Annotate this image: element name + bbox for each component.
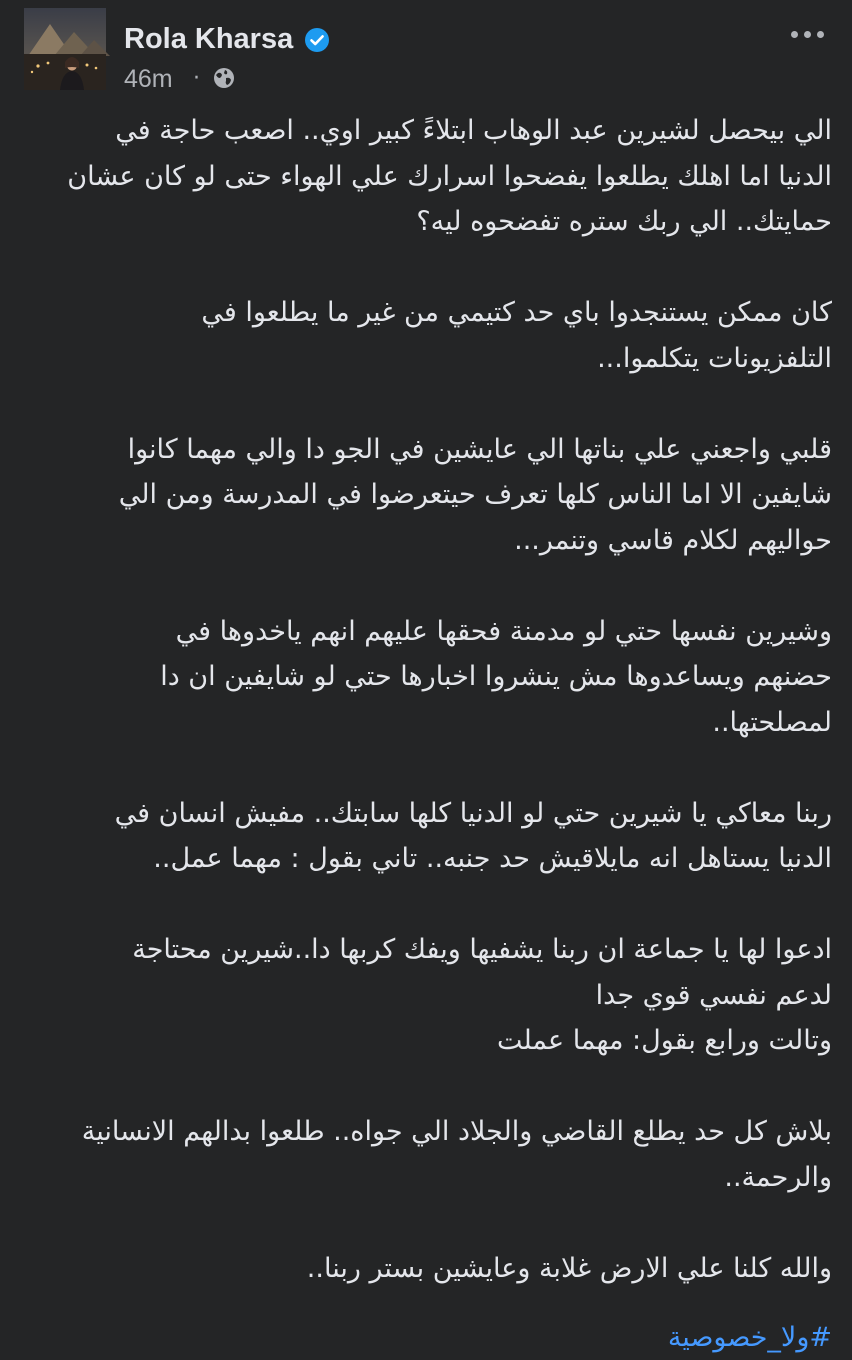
timestamp-separator: · — [193, 63, 200, 95]
post-paragraph — [20, 791, 832, 882]
post-text-line: حمايتك.. الي ربك ستره تفضحوه ليه؟ — [20, 199, 832, 245]
post-body — [20, 108, 832, 1200]
post-timestamp[interactable]: 46m — [124, 63, 173, 95]
post-paragraph — [20, 290, 832, 381]
post-header — [0, 0, 852, 100]
author-name[interactable]: Rola Kharsa — [124, 20, 293, 58]
post-text-line: ادعوا لها يا جماعة ان ربنا يشفيها ويفك كربها دا..شيرين محتاجة — [20, 927, 832, 973]
globe-icon[interactable] — [212, 66, 236, 90]
hashtag-link[interactable]: #ولا_خصوصية — [20, 1315, 832, 1360]
post-text-line: شايفين الا اما الناس كلها تعرف حيتعرضوا في المدرسة ومن الي — [20, 472, 832, 518]
post-text-line: والرحمة.. — [20, 1155, 832, 1201]
post-text-line: قلبي واجعني علي بناتها الي عايشين في الجو دا والي مهما كانوا — [20, 427, 832, 473]
more-options-icon — [791, 31, 798, 38]
post-text-line: لمصلحتها.. — [20, 700, 832, 746]
post-text-line: حواليهم لكلام قاسي وتنمر... — [20, 518, 832, 564]
post-text-line: الي بيحصل لشيرين عبد الوهاب ابتلاءً كبير اوي.. اصعب حاجة في — [20, 108, 832, 154]
verified-badge-icon — [304, 27, 330, 53]
post-text-line: التلفزيونات يتكلموا... — [20, 336, 832, 382]
post-text-line: كان ممكن يستنجدوا باي حد كتيمي من غير ما يطلعوا في — [20, 290, 832, 336]
post-text-line: الدنيا يستاهل انه مايلاقيش حد جنبه.. تاني بقول : مهما عمل.. — [20, 836, 832, 882]
post-text-line: وشيرين نفسها حتي لو مدمنة فحقها عليهم انهم ياخدوها في — [20, 609, 832, 655]
post-text-line: ربنا معاكي يا شيرين حتي لو الدنيا كلها سابتك.. مفيش انسان في — [20, 791, 832, 837]
post-paragraph — [20, 108, 832, 245]
avatar-photo — [24, 8, 106, 90]
more-options-icon — [804, 31, 811, 38]
post-paragraph — [20, 427, 832, 564]
post-text-line: حضنهم ويساعدوها مش ينشروا اخبارها حتي لو شايفين ان دا — [20, 654, 832, 700]
post-text-line: وتالت ورابع بقول: مهما عملت — [20, 1018, 832, 1064]
post-text-line: لدعم نفسي قوي جدا — [20, 973, 832, 1019]
post-text-line: بلاش كل حد يطلع القاضي والجلاد الي جواه.. طلعوا بدالهم الانسانية — [20, 1109, 832, 1155]
post-paragraph — [20, 927, 832, 1064]
post-text-line: والله كلنا علي الارض غلابة وعايشين بستر ربنا.. — [20, 1246, 832, 1292]
post-paragraph — [20, 1109, 832, 1200]
more-options-icon — [817, 31, 824, 38]
more-options-button[interactable] — [778, 14, 836, 54]
post-text-line: الدنيا اما اهلك يطلعوا يفضحوا اسرارك علي الهواء حتى لو كان عشان — [20, 154, 832, 200]
post-paragraph — [20, 609, 832, 746]
author-avatar[interactable] — [24, 8, 106, 90]
post-paragraph — [20, 1246, 832, 1292]
